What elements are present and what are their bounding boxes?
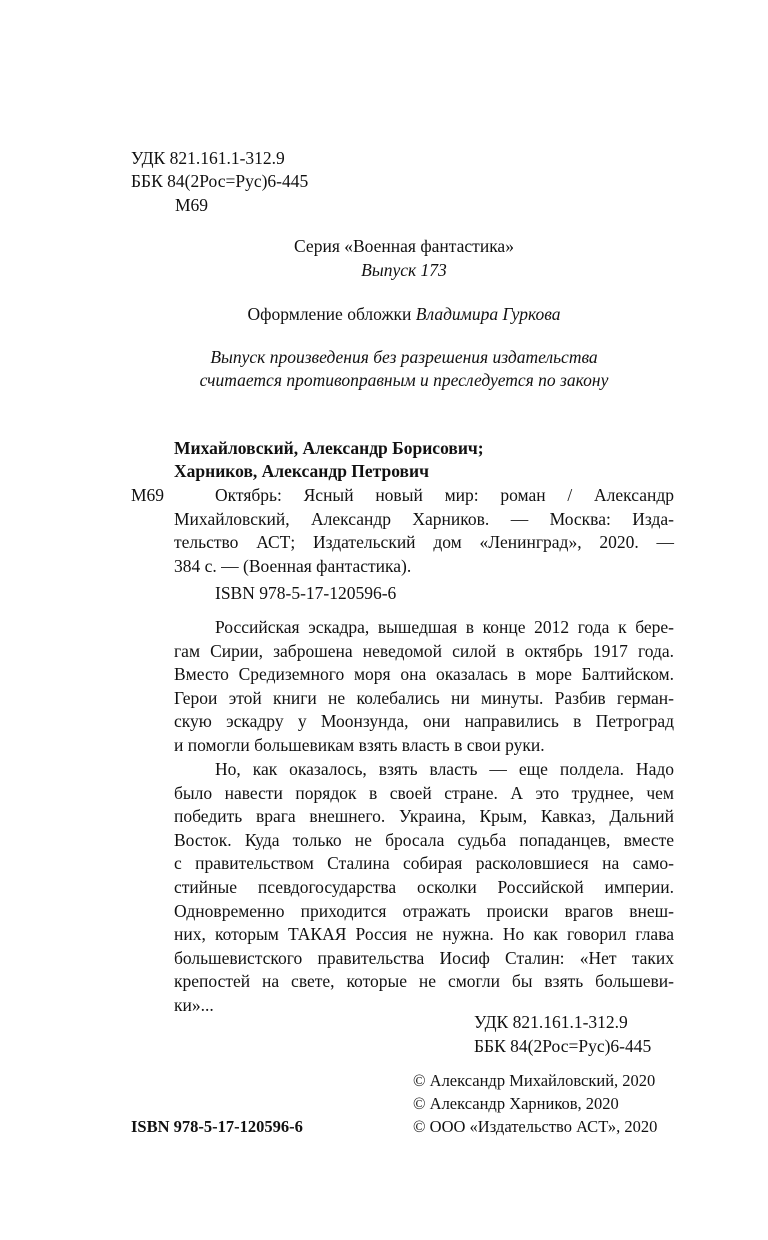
legal-notice-line-1: Выпуск произведения без разрешения издательства	[210, 347, 598, 367]
bibliographic-line: Михайловский, Александр Харников. — Москва: Изда-	[174, 508, 674, 529]
annotation-line: стийные псевдогосударства осколки Российской империи.	[174, 876, 674, 897]
annotation-line: Восток. Куда только не бросала судьба попаданцев, вместе	[174, 829, 674, 850]
annotation-line: крепостей на свете, которые не смогли бы взять большеви-	[174, 971, 674, 992]
isbn-footer: ISBN 978-5-17-120596-6	[131, 1117, 303, 1136]
annotation-line: гам Сирии, заброшена неведомой силой в октябрь 1917 года.	[174, 640, 674, 661]
author-2: Харников, Александр Петрович	[174, 461, 429, 481]
cover-design-label: Оформление обложки	[247, 304, 416, 324]
bibliographic-mark: М69	[131, 485, 165, 505]
annotation-line: Российская эскадра, вышедшая в конце 2012 года к бере-	[215, 617, 674, 637]
bbk-code-bottom: ББК 84(2Рос=Рус)6-445	[474, 1036, 652, 1056]
copyright-author-2: © Александр Харников, 2020	[413, 1094, 619, 1113]
annotation-line: ки»...	[174, 994, 214, 1015]
annotation-line: большевистского правительства Иосиф Сталин: «Нет таких	[174, 947, 674, 968]
annotation-line: Но, как оказалось, взять власть — еще полдела. Надо	[215, 759, 674, 779]
udk-code-bottom: УДК 821.161.1-312.9	[474, 1012, 628, 1032]
annotation-line: Вместо Средиземного моря она оказалась в море Балтийском.	[174, 664, 674, 685]
udk-code: УДК 821.161.1-312.9	[131, 148, 285, 168]
bbk-code: ББК 84(2Рос=Рус)6-445	[131, 171, 309, 191]
author-1: Михайловский, Александр Борисович;	[174, 438, 484, 458]
copyright-publisher: © ООО «Издательство АСТ», 2020	[413, 1117, 658, 1136]
bibliographic-line: Октябрь: Ясный новый мир: роман / Александр	[215, 485, 674, 505]
bibliographic-description	[174, 484, 674, 578]
cover-design-credit	[20, 303, 768, 327]
annotation-line: победить врага внешнего. Украина, Крым, Кавказ, Дальний	[174, 806, 674, 827]
copyright-author-1: © Александр Михайловский, 2020	[413, 1071, 656, 1090]
legal-notice-line-2: считается противоправным и преследуется по закону	[199, 370, 609, 390]
annotation-paragraph-2	[174, 758, 674, 1018]
annotation-line: них, которым ТАКАЯ Россия не нужна. Но как говорил глава	[174, 924, 674, 945]
annotation-line: Одновременно приходится отражать происки врагов внеш-	[174, 900, 674, 921]
cover-designer-name: Владимира Гуркова	[415, 304, 561, 324]
annotation-line: было навести порядок в своей стране. А это труднее, чем	[174, 782, 674, 803]
annotation-line: Герои этой книги не колебались ни минуты. Разбив герман-	[174, 687, 674, 708]
author-mark: М69	[175, 195, 209, 215]
bibliographic-line: 384 с. — (Военная фантастика).	[174, 555, 412, 576]
annotation-line: и помогли большевикам взять власть в свои руки.	[174, 734, 545, 755]
isbn-entry: ISBN 978-5-17-120596-6	[215, 583, 397, 603]
annotation-paragraph-1	[174, 616, 674, 758]
annotation-line: скую эскадру у Моонзунда, они направились в Петроград	[174, 711, 674, 732]
series-issue: Выпуск 173	[361, 260, 447, 280]
series-title: Серия «Военная фантастика»	[294, 236, 514, 256]
annotation-line: с правительством Сталина собирая расколовшиеся на само-	[174, 853, 674, 874]
bibliographic-line: тельство АСТ; Издательский дом «Ленинград», 2020. —	[174, 532, 674, 553]
